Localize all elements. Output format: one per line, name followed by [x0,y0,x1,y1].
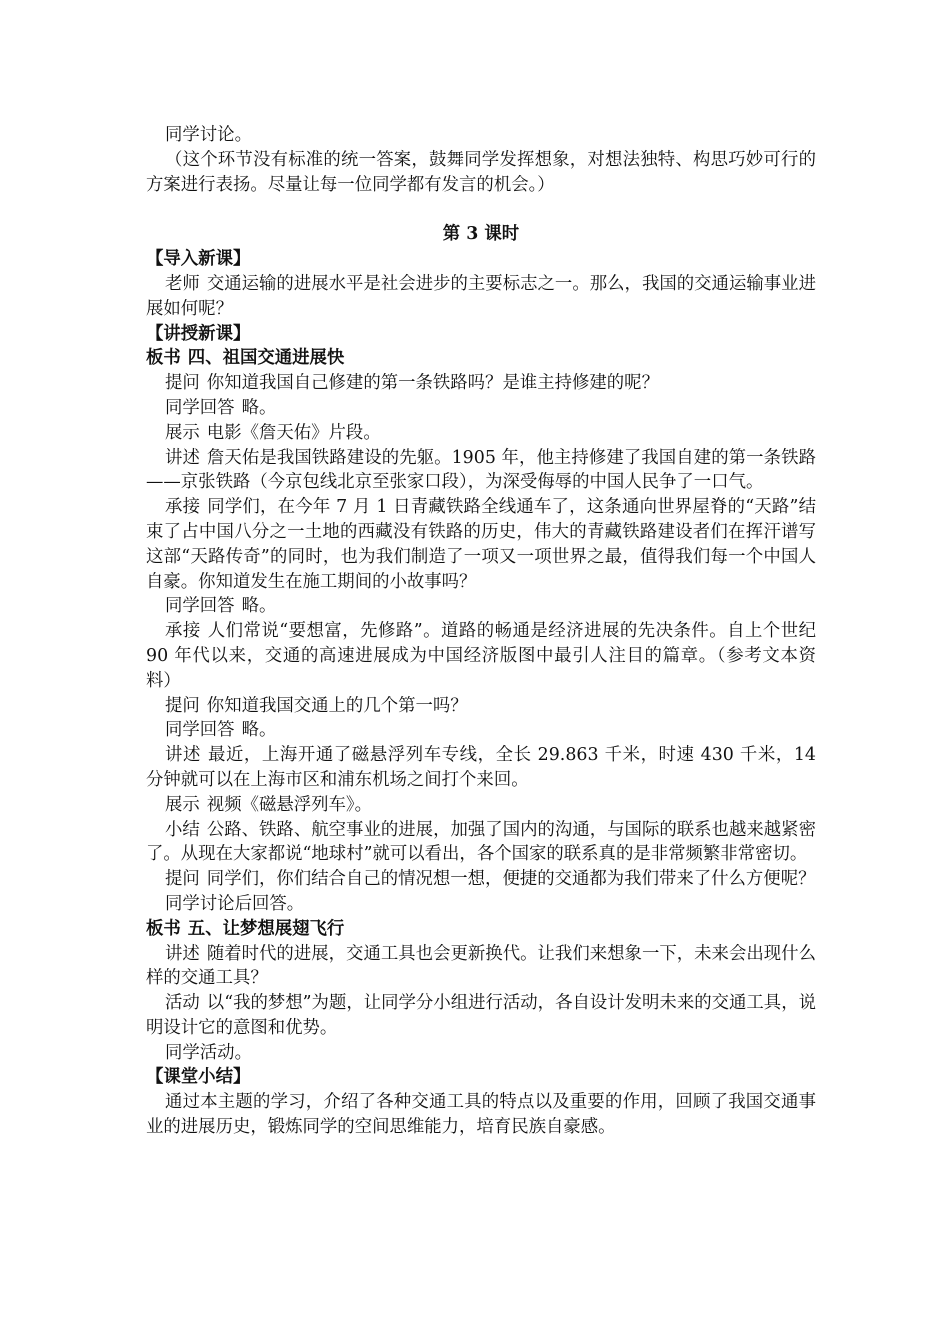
narrate-paragraph-1: 讲述 詹天佑是我国铁路建设的先躯。1905 年，他主持修建了我国自建的第一条铁路——京张铁路（今京包线北京至张家口段），为深受侮辱的中国人民争了一口气。 [146,447,816,493]
answer-paragraph-4: 同学讨论后回答。 [165,893,305,914]
transition-paragraph-1: 承接 同学们，在今年 7 月 1 日青藏铁路全线通车了，这条通向世界屋脊的“天路”结束了占中国八分之一土地的西藏没有铁路的历史，伟大的青藏铁路建设者们在挥汗谱写这部“天路传奇”的同时，也为我们制造了一项又一项世界之最，值得我们每一个中国人自豪。你知道发生在施工期间的小故事吗？ [146,497,816,592]
show-paragraph-2: 展示 视频《磁悬浮列车》。 [165,794,373,815]
lesson-title: 第 3 课时 [442,224,520,245]
teacher-paragraph: 老师 交通运输的进展水平是社会进步的主要标志之一。那么，我国的交通运输事业进展如何呢？ [146,273,816,319]
board-heading-4: 板书 四、祖国交通进展快 [146,348,345,369]
board-heading-5: 板书 五、让梦想展翅飞行 [146,918,345,939]
summary-paragraph: 小结 公路、铁路、航空事业的进展，加强了国内的沟通，与国际的联系也越来越紧密了。从现在大家都说“地球村”就可以看出，各个国家的联系真的是非常频繁非常密切。 [146,819,816,865]
question-paragraph-2: 提问 你知道我国交通上的几个第一吗？ [165,695,468,716]
activity-response: 同学活动。 [165,1042,252,1063]
section-heading-teach: 【讲授新课】 [146,323,251,344]
section-heading-intro: 【导入新课】 [146,249,251,270]
show-paragraph-1: 展示 电影《詹天佑》片段。 [165,422,381,443]
answer-paragraph-3: 同学回答 略。 [165,720,277,741]
question-paragraph-3: 提问 同学们，你们结合自己的情况想一想，便捷的交通都为我们带来了什么方便呢？ [165,869,816,890]
section-heading-summary: 【课堂小结】 [146,1067,251,1088]
answer-paragraph-2: 同学回答 略。 [165,596,277,617]
activity-paragraph: 活动 以“我的梦想”为题，让同学分小组进行活动，各自设计发明未来的交通工具，说明设计它的意图和优势。 [146,993,816,1038]
narrate-paragraph-3: 讲述 随着时代的进展，交通工具也会更新换代。让我们来想象一下，未来会出现什么样的交通工具？ [146,943,816,989]
narrate-paragraph-2: 讲述 最近，上海开通了磁悬浮列车专线，全长 29.863 千米，时速 430 千米，14 分钟就可以在上海市区和浦东机场之间打个来回。 [146,745,816,790]
transition-paragraph-2: 承接 人们常说“要想富，先修路”。道路的畅通是经济进展的先决条件。自上个世纪 90 年代以来，交通的高速进展成为中国经济版图中最引人注目的篇章。（参考文本资料） [146,621,816,691]
intro-note: （这个环节没有标准的统一答案，鼓舞同学发挥想象，对想法独特、构思巧妙可行的方案进行表扬。尽量让每一位同学都有发言的机会。） [146,149,816,195]
answer-paragraph-1: 同学回答 略。 [165,397,277,418]
intro-discussion: 同学讨论。 [165,125,252,145]
document-page [146,123,816,1140]
lesson-summary-paragraph: 通过本主题的学习，介绍了各种交通工具的特点以及重要的作用，回顾了我国交通事业的进展历史，锻炼同学的空间思维能力，培育民族自豪感。 [146,1092,816,1138]
question-paragraph-1: 提问 你知道我国自己修建的第一条铁路吗？是谁主持修建的呢？ [165,373,659,394]
